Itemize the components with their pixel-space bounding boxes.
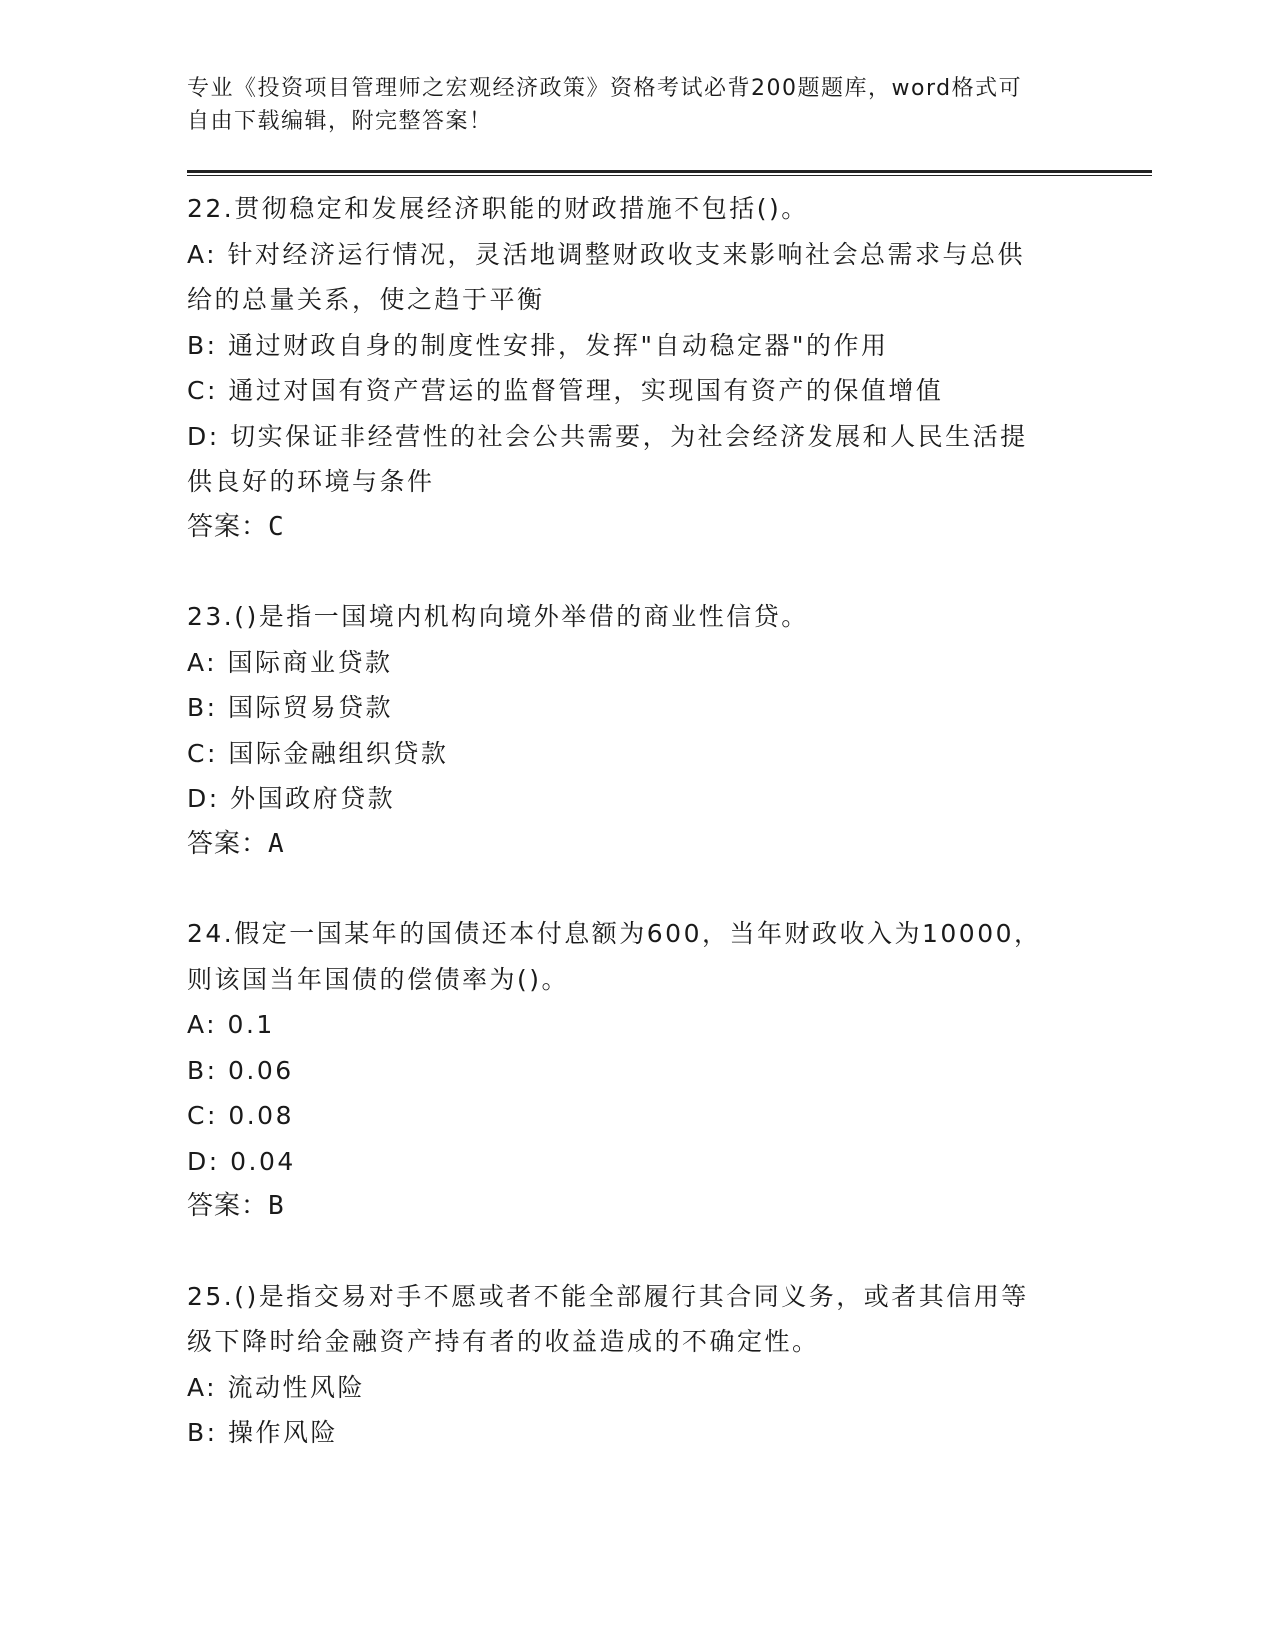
question-stem: 级下降时给金融资产持有者的收益造成的不确定性。 (187, 1327, 820, 1356)
answer-value: A (268, 828, 285, 859)
question-block (187, 594, 1152, 867)
question-stem: 23.()是指一国境内机构向境外举借的商业性信贷。 (187, 602, 809, 631)
question-stem: 24.假定一国某年的国债还本付息额为600，当年财政收入为10000， (187, 919, 1042, 948)
answer-option: A: 国际商业贷款 (187, 647, 393, 677)
answer-value: B (268, 1191, 285, 1221)
answer-option: A: 0.1 (187, 1010, 275, 1039)
question-list (187, 186, 1152, 1456)
answer-option: A: 针对经济运行情况，灵活地调整财政收支来影响社会总需求与总供 (187, 239, 1026, 269)
question-block (187, 1274, 1152, 1456)
answer-option: 给的总量关系，使之趋于平衡 (187, 285, 545, 314)
answer-option: D: 0.04 (187, 1146, 296, 1176)
answer-option: C: 0.08 (187, 1101, 294, 1130)
answer-key (187, 1184, 1152, 1230)
header-line-1: 专业《投资项目管理师之宏观经济政策》资格考试必背200题题库，word格式可 (187, 76, 1023, 101)
answer-label: 答案： (187, 511, 269, 542)
answer-option: B: 通过财政自身的制度性安排，发挥"自动稳定器"的作用 (187, 330, 889, 360)
header-divider (187, 170, 1152, 176)
answer-option: C: 国际金融组织贷款 (187, 738, 449, 768)
answer-option: D: 切实保证非经营性的社会公共需要，为社会经济发展和人民生活提 (187, 421, 1028, 451)
answer-option: D: 外国政府贷款 (187, 784, 396, 813)
answer-value: C (268, 511, 285, 542)
answer-option: B: 操作风险 (187, 1418, 339, 1447)
question-stem: 则该国当年国债的偿债率为()。 (187, 964, 570, 994)
answer-option: A: 流动性风险 (187, 1372, 366, 1402)
answer-option: C: 通过对国有资产营运的监督管理，实现国有资产的保值增值 (187, 376, 944, 405)
answer-option: 供良好的环境与条件 (187, 467, 435, 496)
answer-key (187, 505, 1152, 551)
question-block (187, 186, 1152, 550)
question-stem: 22.贯彻稳定和发展经济职能的财政措施不包括()。 (187, 194, 809, 223)
document-page (187, 72, 1152, 1500)
answer-option: B: 国际贸易贷款 (187, 693, 394, 722)
answer-option: B: 0.06 (187, 1055, 294, 1085)
header-line-2: 自由下载编辑，附完整答案！ (187, 109, 493, 134)
answer-label: 答案： (187, 828, 269, 859)
answer-label: 答案： (187, 1191, 269, 1221)
answer-key (187, 822, 1152, 868)
question-block (187, 911, 1152, 1230)
document-header (187, 72, 1067, 138)
question-stem: 25.()是指交易对手不愿或者不能全部履行其合同义务，或者其信用等 (187, 1281, 1029, 1311)
